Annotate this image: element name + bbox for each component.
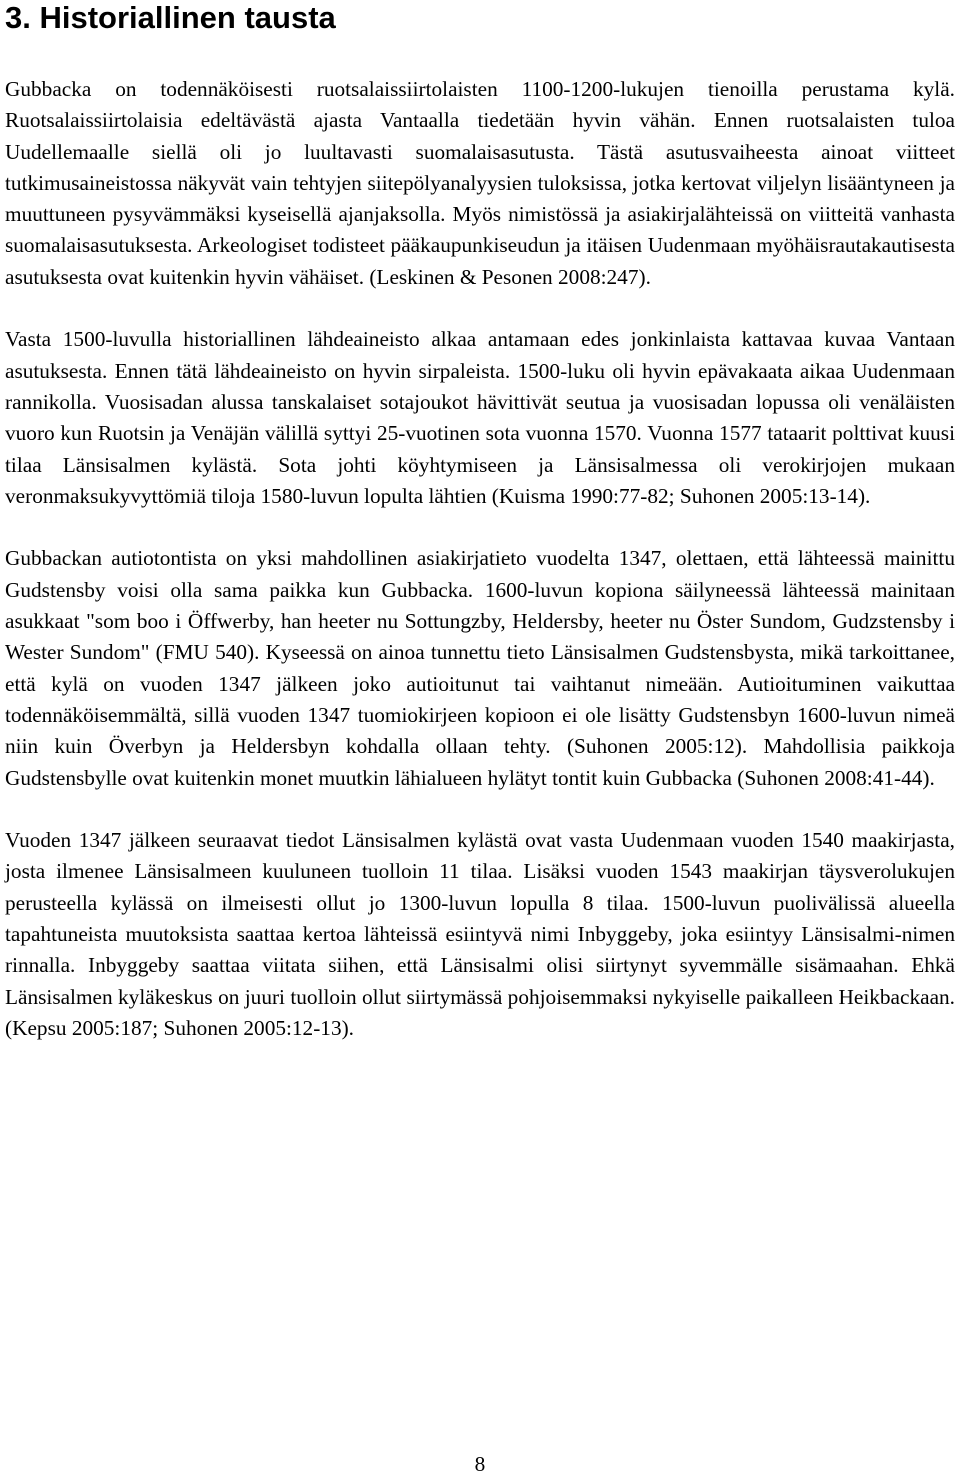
body-text [5, 74, 955, 1076]
paragraph-1: Gubbacka on todennäköisesti ruotsalaissiirtolaisten 1100-1200-lukujen tienoilla perustama kylä. Ruotsalaissiirtolaisia edeltävästä ajasta Vantaalla tiedetään hyvin vähän. Ennen ruotsalaisten tuloa Uudellemaalle siellä oli jo luultavasti suomalaisasutusta. Tästä asutusvaiheesta ainoat viitteet tutkimusaineistossa näkyvät vain tehtyjen siitepölyanalyysien tuloksissa, jotka kertovat viljelyn lisääntyneen ja muuttuneen pysyvämmäksi kyseisellä ajanjaksolla. Myös nimistössä ja asiakirjalähteissä on viitteitä vanhasta suomalaisasutuksesta. Arkeologiset todisteet pääkaupunkiseudun ja itäisen Uudenmaan myöhäisrautakautisesta asutuksesta ovat kuitenkin hyvin vähäiset. (Leskinen & Pesonen 2008:247). [5, 77, 955, 289]
paragraph-4: Vuoden 1347 jälkeen seuraavat tiedot Länsisalmen kylästä ovat vasta Uudenmaan vuoden 1540 maakirjasta, josta ilmenee Länsisalmeen kuuluneen tuolloin 11 tilaa. Lisäksi vuoden 1543 maakirjan täysverolukujen perusteella kylässä on ilmeisesti ollut jo 1300-luvun lopulla 8 tilaa. 1500-luvun puolivälissä alueella tapahtuneista muutoksista saattaa kertoa lähteissä esiintyvä nimi Inbyggeby, joka esiintyy Länsisalmi-nimen rinnalla. Inbyggeby saattaa viitata siihen, että Länsisalmi olisi siirtynyt syvemmälle sisämaahan. Ehkä Länsisalmen kyläkeskus on juuri tuolloin ollut siirtymässä pohjoisemmaksi nykyiselle paikalleen Heikbackaan. (Kepsu 2005:187; Suhonen 2005:12-13). [5, 828, 955, 1040]
section-heading: 3. Historiallinen tausta [5, 0, 336, 35]
page-number: 8 [474, 1452, 486, 1476]
paragraph-2: Vasta 1500-luvulla historiallinen lähdeaineisto alkaa antamaan edes jonkinlaista kattavaa kuvaa Vantaan asutuksesta. Ennen tätä lähdeaineisto on hyvin sirpaleista. 1500-luku oli hyvin epävakaata aikaa Uudenmaan rannikolla. Vuosisadan alussa tanskalaiset sotajoukot hävittivät seutua ja vuosisadan lopussa oli venäläisten vuoro kun Ruotsin ja Venäjän välillä syttyi 25-vuotinen sota vuonna 1570. Vuonna 1577 tataarit polttivat kuusi tilaa Länsisalmen kylästä. Sota johti köyhtymiseen ja Länsisalmessa oli verokirjojen mukaan veronmaksukyvyttömiä tiloja 1580-luvun lopulta lähtien (Kuisma 1990:77-82; Suhonen 2005:13-14). [5, 327, 955, 508]
paragraph-3: Gubbackan autiotontista on yksi mahdollinen asiakirjatieto vuodelta 1347, olettaen, että lähteessä mainittu Gudstensby voisi olla sama paikka kun Gubbacka. 1600-luvun kopiona säilyneessä lähteessä mainitaan asukkaat "som boo i Öffwerby, han heeter nu Sottungzby, Heldersby, heeter nu Öster Sundom, Gudzstensby i Wester Sundom" (FMU 540). Kyseessä on ainoa tunnettu tieto Länsisalmen Gudstensbysta, mikä tarkoittanee, että kylä on vuoden 1347 jälkeen joko autioitunut tai vaihtanut nimeään. Autioituminen vaikuttaa todennäköisemmältä, sillä vuoden 1347 tuomiokirjeen kopioon ei ole lisätty Gudstensbyn 1600-luvun nimeä niin kuin Överbyn ja Heldersbyn kohdalla ollaan tehty. (Suhonen 2005:12). Mahdollisia paikkoja Gudstensbylle ovat kuitenkin monet muutkin lähialueen hylätyt tontit kuin Gubbacka (Suhonen 2008:41-44). [5, 546, 955, 790]
